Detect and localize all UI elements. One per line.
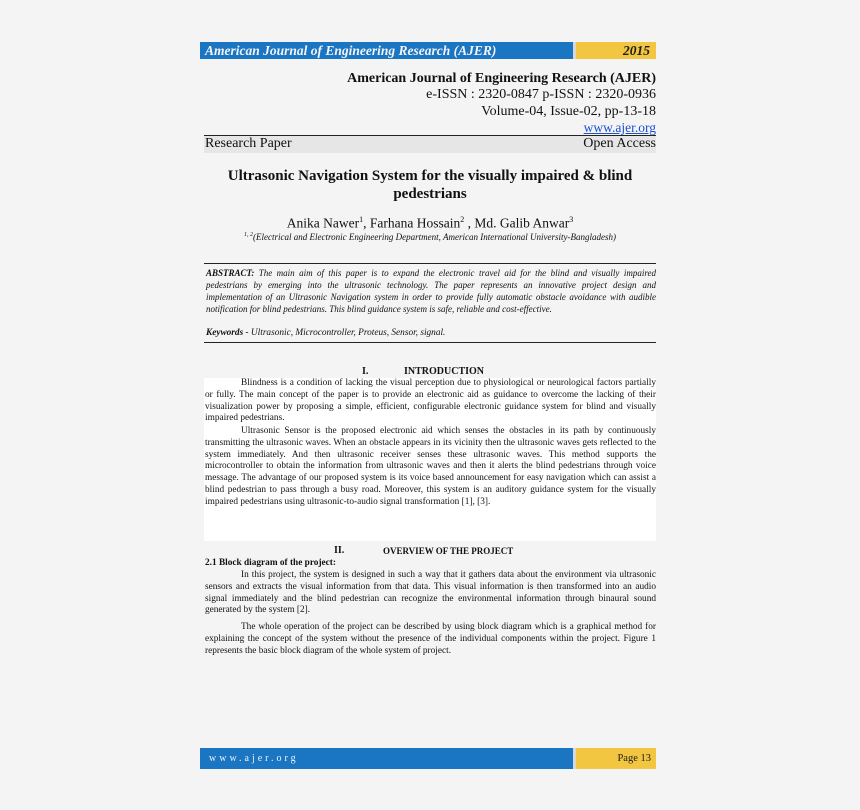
section-number: I. [362, 366, 369, 377]
paragraph: Ultrasonic Sensor is the proposed electronic aid which senses the obstacles in its path by continuously transmitting the ultrasonic waves. When an obstacle appears in its vicinity then the ultrasonic waves gets reflected to the system immediately. And then ultrasonic receiver senses these ultrasonic waves. This method supports the microcontroller to obtain the information from ultrasonic waves and then it alerts the blind pedestrians through voice message. The advantage of our proposed system is its voice based announcement for easy navigation which can assist a blind pedestrian to pass through a busy road. Moreover, this system is an auditory guidance system for the visually impaired pedestrians using ultrasonic-to-audio signal transformation [1], [3]. [205, 426, 656, 507]
journal-title: American Journal of Engineering Research (AJER) [347, 71, 656, 86]
section-heading-introduction: INTRODUCTION [404, 366, 485, 377]
section-heading-overview: OVERVIEW OF THE PROJECT [383, 546, 514, 556]
affiliation-superscript: 1, 2 [244, 232, 254, 238]
author-name: , Md. Galib Anwar [464, 215, 570, 231]
author-name: , Farhana Hossain [363, 215, 461, 231]
paragraph: In this project, the system is designed in such a way that it gathers data about the environment via ultrasonic sensors and extracts the visual information from that data. This visual information is then transformed into an audio signal immediately and the blind pedestrian can recognize the environmental information through binaural sound generated by the system [2]. [205, 570, 656, 616]
paper-type: Research Paper [205, 136, 292, 151]
keywords-label: Keywords - [206, 328, 249, 338]
subsection-heading: 2.1 Block diagram of the project: [205, 558, 336, 568]
paper-title [204, 167, 656, 203]
keywords [206, 327, 656, 339]
author-superscript: 1 [359, 215, 364, 224]
year-text: 2015 [623, 43, 650, 58]
author-superscript: 2 [460, 215, 465, 224]
access-type: Open Access [583, 136, 656, 151]
footer-site: www.ajer.org [209, 753, 299, 764]
paragraph: The whole operation of the project can be described by using block diagram which is a graphical method for explaining the concept of the system without the presence of the individual components within the project. Figure 1 represents the basic block diagram of the whole system of project. [205, 622, 656, 656]
abstract-text: The main aim of this paper is to expand the electronic travel aid for the blind and visually impaired pedestrians by emerging into the ultrasonic technology. The paper represents an innovative project design and implementation of an Ultrasonic Navigation system in order to provide fully automatic obstacle avoidance with audible notification for blind pedestrians. This blind guidance system is safe, reliable and cost-effective. [206, 268, 656, 314]
paper-title-line2: pedestrians [393, 186, 467, 202]
abstract-label: ABSTRACT: [206, 268, 255, 278]
journal-url-link[interactable]: www.ajer.org [583, 120, 656, 135]
affiliation-text: (Electrical and Electronic Engineering Department, American International University-Bangladesh) [253, 232, 616, 242]
page-number-banner [576, 748, 656, 769]
journal-banner [200, 42, 573, 59]
paper-title-line1: Ultrasonic Navigation System for the visually impaired & blind [227, 168, 633, 184]
volume-info: Volume-04, Issue-02, pp-13-18 [481, 104, 656, 119]
footer-banner [200, 748, 573, 769]
page-number: Page 13 [617, 753, 651, 764]
year-banner [576, 42, 656, 59]
author-name: Anika Nawer [286, 215, 360, 231]
journal-banner-text: American Journal of Engineering Research (AJER) [205, 43, 497, 58]
section-number: II. [334, 545, 345, 556]
affiliation [204, 229, 656, 243]
author-superscript: 3 [569, 215, 574, 224]
keywords-text: Ultrasonic, Microcontroller, Proteus, Sensor, signal. [248, 328, 446, 338]
abstract [206, 267, 656, 315]
paragraph: Blindness is a condition of lacking the visual perception due to physiological or neurological factors partially or fully. The main concept of the paper is to provide an electronic aid as guidance to overcome the lacking of their visualization power by proposing a simple, efficient, configurable electronic guidance system for blind and visually impaired pedestrians. [205, 378, 656, 424]
issn: e-ISSN : 2320-0847 p-ISSN : 2320-0936 [426, 87, 656, 102]
paper-meta-bar [204, 135, 656, 153]
